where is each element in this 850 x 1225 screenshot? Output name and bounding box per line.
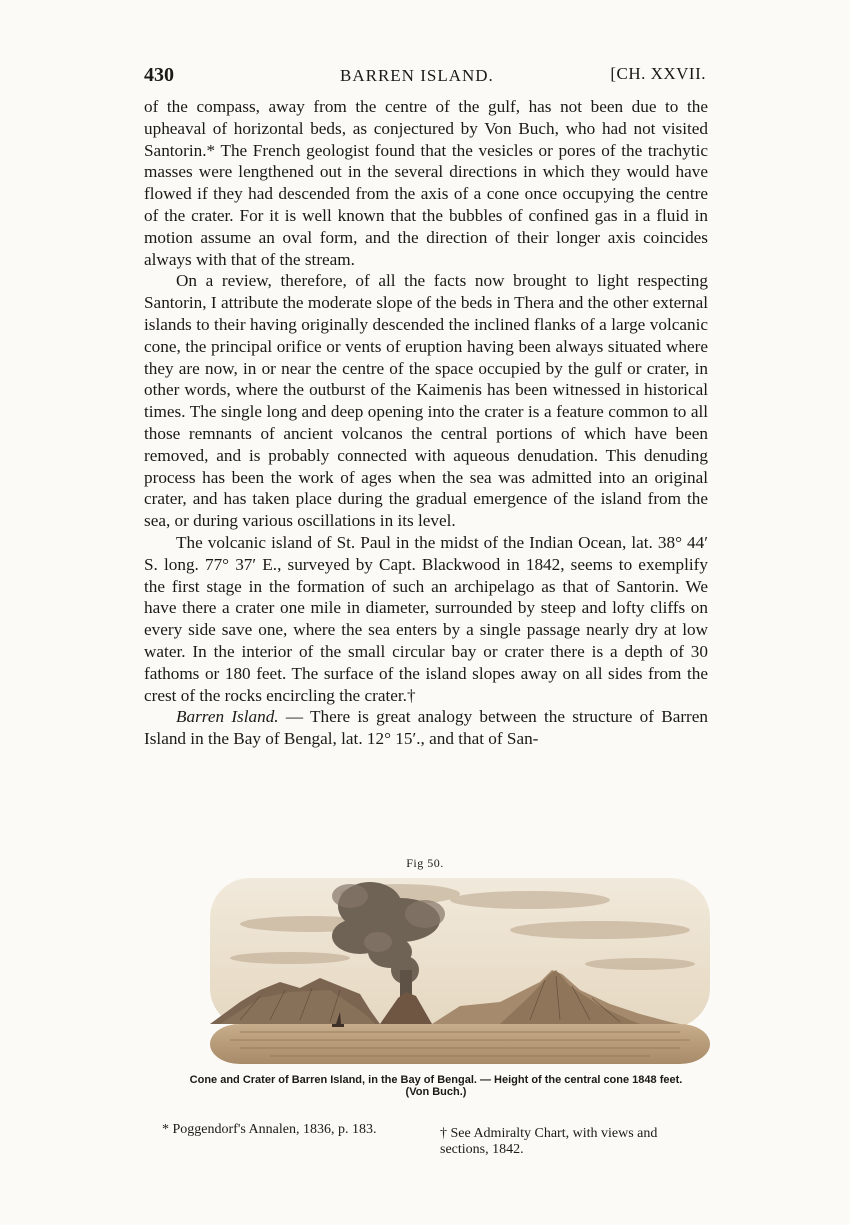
footnote-star: * Poggendorf's Annalen, 1836, p. 183. bbox=[162, 1122, 377, 1137]
paragraph-text: — There is great analogy between the structure of Barren Island in the Bay of Bengal, lat. 12° 15′., and that of San- bbox=[144, 707, 709, 749]
paragraph: of the compass, away from the centre of the gulf, has not been due to the upheaval of horizontal beds, as conjectured by Von Buch, who had not visited Santorin.* The French geologist found that the vesicles or pores of the trachytic masses were lengthened out in the several directions in which they would have flowed if they had descended from the axis of a cone once occupying the centre of the crater. For it is well known that the bubbles of confined gas in a fluid in motion assume an oval form, and the direction of their longer axis coincides always with that of the stream. bbox=[144, 97, 708, 269]
body-text bbox=[144, 96, 708, 750]
barren-island-engraving bbox=[200, 874, 720, 1070]
paragraph-barren-island bbox=[144, 706, 708, 750]
paragraph: The volcanic island of St. Paul in the midst of the Indian Ocean, lat. 38° 44′ S. long. 77° 37′ E., surveyed by Capt. Blackwood in 1842, seems to exemplify the first stage in the formation of such an archipelago as that of Santorin. We have there a crater one mile in diameter, surrounded by steep and lofty cliffs on every side save one, where the sea enters by a single passage nearly dry at low water. In the interior of the small circular bay or crater there is a depth of 30 fathoms or 180 feet. The surface of the island slopes away on all sides from the crest of the rocks encircling the crater.† bbox=[144, 532, 708, 705]
running-title: BARREN ISLAND. bbox=[340, 66, 494, 85]
page-number: 430 bbox=[144, 64, 174, 86]
paragraph-lead: Barren Island. bbox=[176, 707, 279, 727]
figure-caption bbox=[166, 1074, 706, 1098]
caption-attribution: (Von Buch.) bbox=[405, 1086, 467, 1098]
page-header bbox=[140, 64, 710, 92]
paragraph: On a review, therefore, of all the facts now brought to light respecting Santorin, I attribute the moderate slope of the beds in Thera and the other external islands to their having originally descended the inclined flanks of a large volcanic cone, the principal orifice or vents of eruption having been always situated where they are now, in or near the centre of the space occupied by the gulf or crater, in other words, where the outburst of the Kaimenis has been witnessed in historical times. The single long and deep opening into the crater is a feature common to all those remnants of ancient volcanos the central portions of which have been removed, and is probably connected with aqueous denudation. This denuding process has been the work of ages when the sea was admitted into an original crater, and has taken place during the gradual emergence of the island from the sea, or during various oscillations in its level. bbox=[144, 271, 708, 531]
figure-label: Fig 50. bbox=[406, 856, 444, 870]
chapter-marker: [CH. XXVII. bbox=[610, 64, 706, 83]
caption-line: Cone and Crater of Barren Island, in the Bay of Bengal. — Height of the central cone 1848 feet. bbox=[189, 1074, 683, 1086]
footnote-dagger: † See Admiralty Chart, with views and sections, 1842. bbox=[440, 1126, 658, 1157]
